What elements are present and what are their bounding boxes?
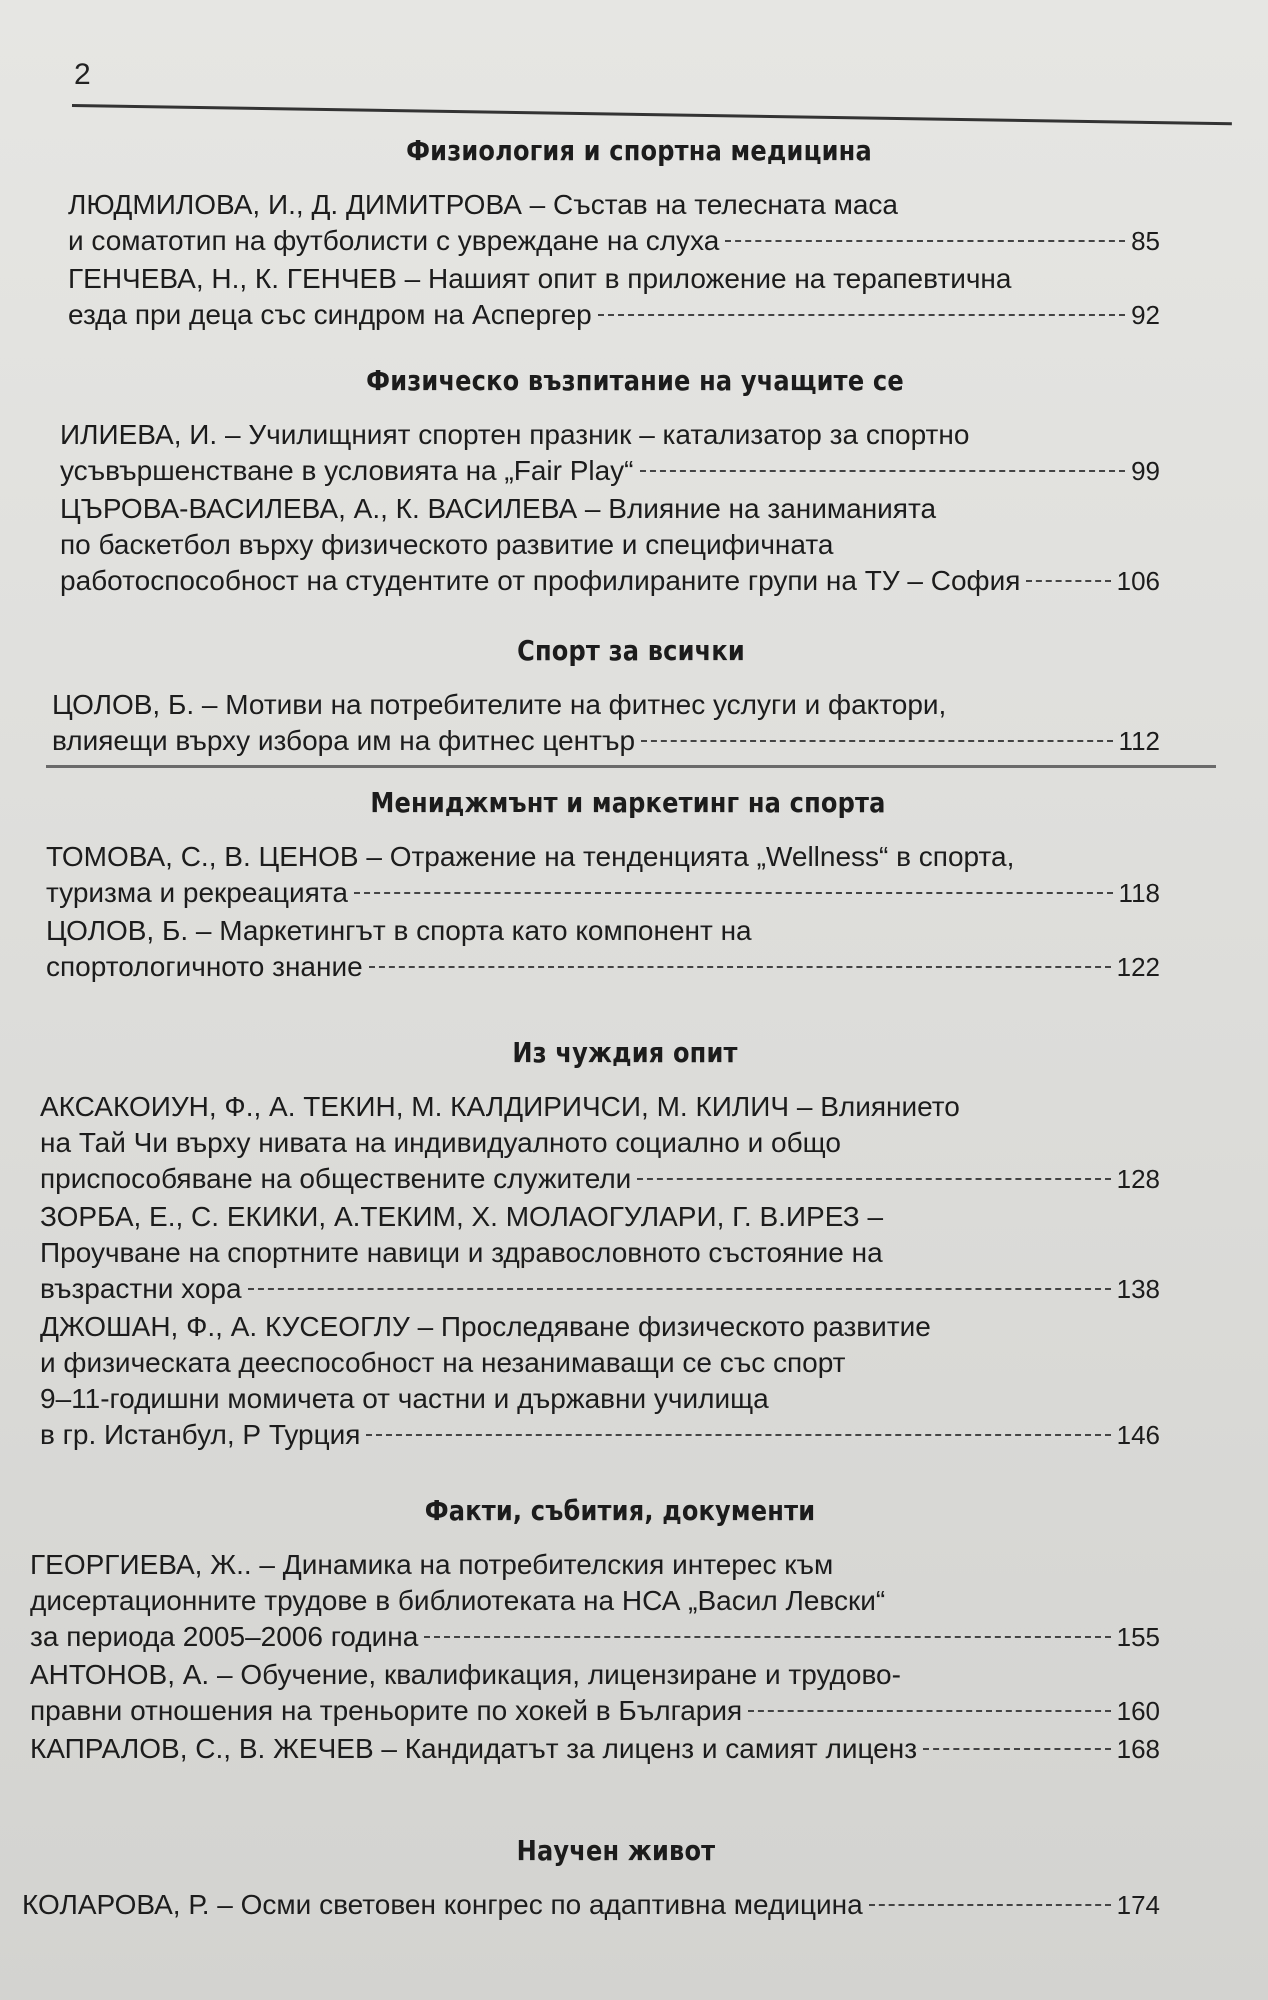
toc-entry[interactable] [68, 187, 1210, 259]
entry-last-line [30, 1731, 1160, 1767]
dot-leader [725, 240, 1125, 242]
entry-last-line [40, 1161, 1160, 1197]
toc-entry[interactable] [22, 1887, 1210, 1923]
dot-leader [748, 1710, 1110, 1712]
entry-page-number: 112 [1118, 726, 1160, 756]
entry-text-line: ЛЮДМИЛОВА, И., Д. ДИМИТРОВА – Състав на телесната маса [68, 189, 899, 220]
entry-text-line: ЦОЛОВ, Б. – Мотиви на потребителите на фитнес услуги и фактори, [52, 689, 947, 720]
section-title: Спорт за всички [517, 634, 745, 667]
entry-text-line: ТОМОВА, С., В. ЦЕНОВ – Отражение на тенденцията „Wellness“ в спорта, [46, 841, 1015, 872]
entry-last-line [46, 875, 1160, 911]
entry-page-number: 118 [1118, 878, 1160, 908]
toc-entry[interactable] [46, 839, 1210, 911]
page-number: 2 [74, 58, 91, 91]
toc-section [68, 120, 1210, 335]
entry-text-line: 9–11-годишни момичета от частни и държавни училища [40, 1383, 769, 1414]
entry-text-line: ГЕНЧЕВА, Н., К. ГЕНЧЕВ – Нашият опит в приложение на терапевтична [68, 263, 1012, 294]
toc-entry[interactable] [52, 687, 1210, 759]
entry-text-line: КАПРАЛОВ, С., В. ЖЕЧЕВ – Кандидатът за лиценз и самият лиценз [30, 1733, 918, 1764]
dot-leader [354, 892, 1113, 894]
entry-page-number: 122 [1116, 952, 1160, 982]
section-title: Мениджмънт и маркетинг на спорта [370, 786, 886, 819]
entry-text-line: за периода 2005–2006 година [30, 1621, 419, 1652]
entry-last-line [40, 1271, 1160, 1307]
section-title: Физиология и спортна медицина [406, 134, 872, 167]
entry-text-line: ЗОРБА, Е., С. ЕКИКИ, А.ТЕКИМ, Х. МОЛАОГУЛАРИ, Г. В.ИРЕЗ – [40, 1201, 884, 1232]
entry-last-line [68, 223, 1160, 259]
entry-text-line: ГЕОРГИЕВА, Ж.. – Динамика на потребителския интерес към [30, 1549, 834, 1580]
entry-page-number: 174 [1116, 1890, 1160, 1920]
entry-last-line [60, 453, 1160, 489]
entry-last-line [52, 723, 1160, 759]
toc-entry[interactable] [30, 1547, 1210, 1655]
toc-entry[interactable] [40, 1199, 1210, 1307]
entry-page-number: 155 [1116, 1622, 1160, 1652]
entry-page-number: 146 [1116, 1420, 1160, 1450]
entry-text-line: приспособяване на обществените служители [40, 1163, 632, 1194]
entry-text-line: и физическата дееспособност на незанимаващи се със спорт [40, 1347, 846, 1378]
toc-entry[interactable] [46, 913, 1210, 985]
dot-leader [598, 314, 1125, 316]
toc-entry[interactable] [60, 417, 1210, 489]
dot-leader [366, 1434, 1110, 1436]
dot-leader [869, 1904, 1111, 1906]
section-title: Факти, събития, документи [424, 1494, 816, 1527]
toc-section [30, 1480, 1210, 1769]
entry-text-line: туризма и рекреацията [46, 877, 348, 908]
dot-leader [923, 1748, 1111, 1750]
entry-text-line: дисертационните трудове в библиотеката на НСА „Васил Левски“ [30, 1585, 886, 1616]
entry-text-line: Проучване на спортните навици и здравословното състояние на [40, 1237, 883, 1268]
entry-page-number: 128 [1116, 1164, 1160, 1194]
section-title: Из чуждия опит [512, 1036, 738, 1069]
toc-entry[interactable] [40, 1089, 1210, 1197]
entry-page-number: 168 [1116, 1734, 1160, 1764]
entry-text-line: ЦОЛОВ, Б. – Маркетингът в спорта като компонент на [46, 915, 752, 946]
entry-last-line [22, 1887, 1160, 1923]
entry-text-line: възрастни хора [40, 1273, 242, 1304]
entry-text-line: КОЛАРОВА, Р. – Осми световен конгрес по адаптивна медицина [22, 1889, 863, 1920]
entry-text-line: работоспособност на студентите от профилираните групи на ТУ – София [60, 565, 1021, 596]
dot-leader [637, 1178, 1110, 1180]
toc-section [52, 620, 1210, 761]
entry-text-line: в гр. Истанбул, Р Турция [40, 1419, 361, 1450]
entry-last-line [60, 563, 1160, 599]
entry-text-line: ДЖОШАН, Ф., А. КУСЕОГЛУ – Проследяване физическото развитие [40, 1311, 931, 1342]
entry-text-line: по баскетбол върху физическото развитие и специфичната [60, 529, 834, 560]
entry-page-number: 160 [1116, 1696, 1160, 1726]
entry-page-number: 99 [1131, 456, 1160, 486]
toc-entry[interactable] [30, 1657, 1210, 1729]
toc-entry[interactable] [68, 261, 1210, 333]
entry-last-line [30, 1693, 1160, 1729]
entry-text-line: ЦЪРОВА-ВАСИЛЕВА, А., К. ВАСИЛЕВА – Влияние на заниманията [60, 493, 937, 524]
entry-page-number: 85 [1131, 226, 1160, 256]
dot-leader [369, 966, 1111, 968]
entry-text-line: спортологичното знание [46, 951, 363, 982]
dot-leader [1026, 580, 1110, 582]
dot-leader [640, 470, 1126, 472]
entry-text-line: на Тай Чи върху нивата на индивидуалното социално и общо [40, 1127, 841, 1158]
toc-entry[interactable] [60, 491, 1210, 599]
entry-text-line: АНТОНОВ, А. – Обучение, квалификация, лицензиране и трудово- [30, 1659, 901, 1690]
toc-entry[interactable] [30, 1731, 1210, 1767]
entry-last-line [46, 949, 1160, 985]
entry-text-line: усъвършенстване в условията на „Fair Play“ [60, 455, 634, 486]
entry-page-number: 106 [1116, 566, 1160, 596]
dot-leader [424, 1636, 1110, 1638]
toc-section [60, 350, 1210, 601]
entry-last-line [68, 297, 1160, 333]
entry-page-number: 92 [1131, 300, 1160, 330]
section-divider [46, 765, 1216, 768]
section-title: Физическо възпитание на учащите се [366, 364, 904, 397]
entry-text-line: и соматотип на футболисти с увреждане на слуха [68, 225, 720, 256]
entry-text-line: езда при деца със синдром на Аспергер [68, 299, 592, 330]
entry-text-line: влияещи върху избора им на фитнес център [52, 725, 636, 756]
entry-text-line: правни отношения на треньорите по хокей в България [30, 1695, 743, 1726]
entry-page-number: 138 [1116, 1274, 1160, 1304]
toc-entry[interactable] [40, 1309, 1210, 1453]
entry-last-line [30, 1619, 1160, 1655]
toc-section [40, 1022, 1210, 1455]
toc-section [22, 1820, 1210, 1925]
section-title: Научен живот [516, 1834, 716, 1867]
dot-leader [641, 740, 1113, 742]
dot-leader [248, 1288, 1111, 1290]
entry-last-line [40, 1417, 1160, 1453]
toc-section [46, 772, 1210, 987]
entry-text-line: ИЛИЕВА, И. – Училищният спортен празник – катализатор за спортно [60, 419, 970, 450]
entry-text-line: АКСАКОИУН, Ф., А. ТЕКИН, М. КАЛДИРИЧСИ, М. КИЛИЧ – Влиянието [40, 1091, 960, 1122]
